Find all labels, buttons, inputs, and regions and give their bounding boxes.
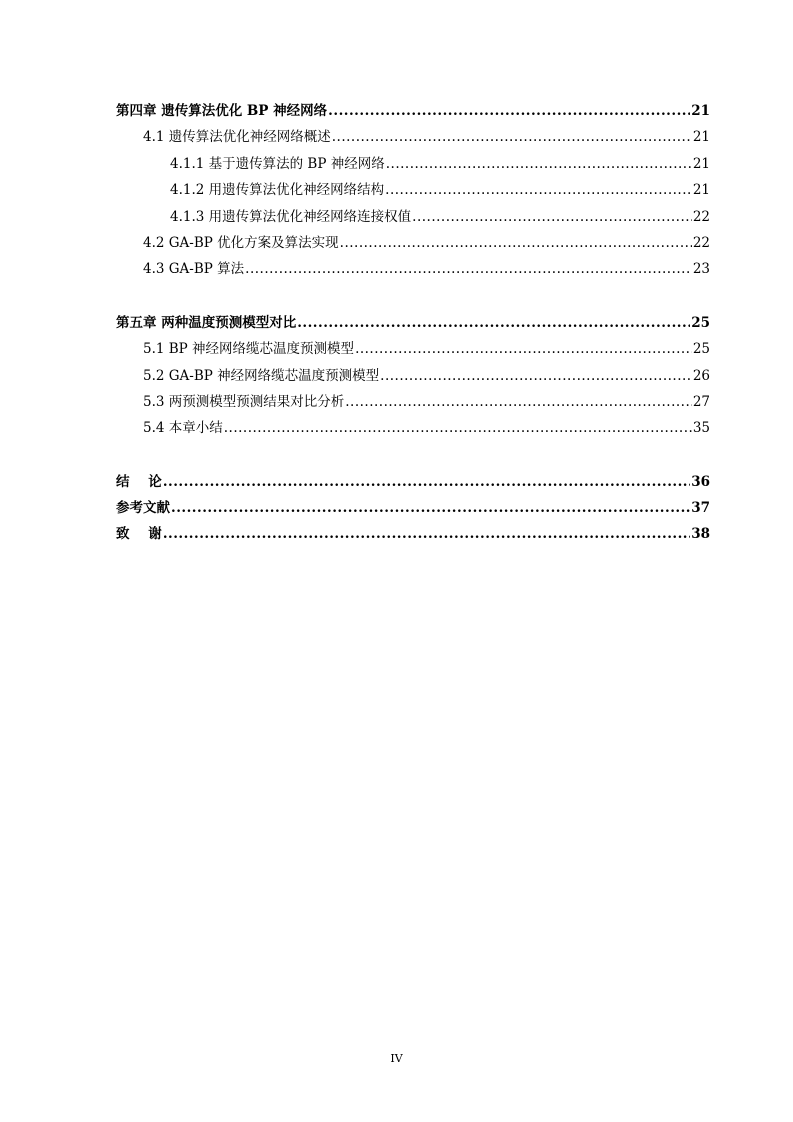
toc-entry-page: 37 [691, 500, 710, 517]
toc-entry-section-5-3[interactable] [116, 390, 710, 416]
toc-entry-page: 21 [691, 103, 710, 119]
toc-entry-page: 38 [691, 526, 710, 543]
toc-entry-chapter-4[interactable] [116, 99, 710, 125]
toc-entry-title: 4.1.2 用遗传算法优化神经网络结构 [170, 182, 385, 199]
toc-entry-page: 22 [692, 208, 710, 225]
toc-entry-title: 参考文献 [116, 500, 170, 517]
toc-entry-page: 21 [692, 129, 710, 146]
dot-leader [171, 500, 690, 516]
toc-entry-title: 第四章 遗传算法优化 BP 神经网络 [116, 103, 328, 119]
toc-entry-title: 4.3 GA-BP 算法 [143, 261, 245, 278]
toc-entry-title: 4.1.3 用遗传算法优化神经网络连接权值 [170, 208, 412, 225]
dot-leader [224, 420, 692, 436]
toc-entry-page: 25 [692, 341, 710, 358]
toc-entry-title: 4.2 GA-BP 优化方案及算法实现 [143, 234, 339, 251]
toc-entry-title: 5.4 本章小结 [143, 420, 223, 437]
toc-entry-section-4-1-1[interactable] [116, 152, 710, 178]
toc-entry-title: 致 谢 [116, 526, 162, 543]
toc-entry-title: 5.3 两预测模型预测结果对比分析 [143, 393, 345, 410]
table-of-contents [116, 99, 710, 549]
spacer [116, 284, 710, 311]
toc-entry-acknowledgements[interactable] [116, 522, 710, 548]
toc-entry-title: 4.1 遗传算法优化神经网络概述 [143, 129, 331, 146]
toc-entry-page: 26 [692, 367, 710, 384]
dot-leader [163, 474, 690, 490]
toc-entry-section-4-3[interactable] [116, 257, 710, 283]
dot-leader [245, 261, 692, 277]
spacer [116, 443, 710, 470]
toc-entry-section-5-1[interactable] [116, 337, 710, 363]
toc-entry-references[interactable] [116, 496, 710, 522]
toc-entry-page: 23 [692, 261, 710, 278]
dot-leader [355, 341, 692, 357]
dot-leader [386, 156, 692, 172]
toc-entry-title: 5.2 GA-BP 神经网络缆芯温度预测模型 [143, 367, 380, 384]
toc-entry-title: 结 论 [116, 473, 162, 490]
toc-entry-chapter-5[interactable] [116, 311, 710, 337]
toc-entry-title: 4.1.1 基于遗传算法的 BP 神经网络 [170, 155, 385, 172]
toc-entry-section-5-4[interactable] [116, 416, 710, 442]
toc-entry-section-4-1[interactable] [116, 125, 710, 151]
toc-entry-page: 22 [692, 234, 710, 251]
toc-entry-page: 21 [692, 155, 710, 172]
toc-entry-section-4-1-2[interactable] [116, 178, 710, 204]
toc-entry-page: 25 [691, 314, 710, 331]
dot-leader [385, 182, 692, 198]
dot-leader [345, 394, 692, 410]
toc-entry-title: 5.1 BP 神经网络缆芯温度预测模型 [143, 341, 355, 358]
dot-leader [412, 209, 692, 225]
toc-entry-page: 36 [691, 473, 710, 490]
dot-leader [380, 368, 692, 384]
toc-entry-section-4-2[interactable] [116, 231, 710, 257]
toc-entry-section-4-1-3[interactable] [116, 205, 710, 231]
toc-entry-page: 21 [692, 182, 710, 199]
page-number: IV [390, 1052, 403, 1065]
dot-leader [340, 235, 692, 251]
toc-entry-page: 35 [692, 420, 710, 437]
toc-entry-section-5-2[interactable] [116, 364, 710, 390]
toc-entry-conclusion[interactable] [116, 470, 710, 496]
dot-leader [328, 103, 690, 119]
dot-leader [163, 526, 690, 542]
toc-entry-page: 27 [692, 393, 710, 410]
dot-leader [332, 129, 692, 145]
dot-leader [297, 315, 690, 331]
toc-entry-title: 第五章 两种温度预测模型对比 [116, 314, 297, 331]
